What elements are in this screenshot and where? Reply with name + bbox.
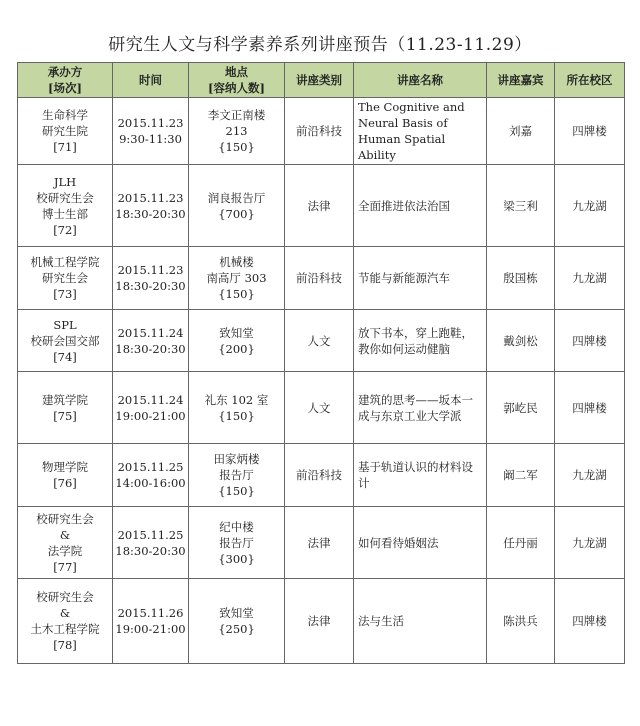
cell-category: 人文 (285, 372, 354, 444)
table-row (18, 579, 625, 664)
cell-campus: 四牌楼 (555, 310, 625, 372)
place-line: {200} (218, 341, 255, 356)
cell-name: 全面推进依法治国 (354, 165, 487, 247)
cell-place (189, 165, 285, 247)
cell-time (113, 507, 189, 579)
host-line: 研究生院 (42, 124, 88, 138)
cell-campus: 四牌楼 (555, 579, 625, 664)
time-line: 18:30-20:30 (115, 279, 186, 293)
cell-place (189, 372, 285, 444)
place-line: 213 (225, 124, 248, 138)
cell-name: 建筑的思考——坂本一成与东京工业大学派 (354, 372, 487, 444)
header-line: [容纳人数] (208, 81, 265, 95)
cell-campus: 四牌楼 (555, 98, 625, 165)
cell-campus: 九龙湖 (555, 444, 625, 507)
cell-place (189, 579, 285, 664)
cell-campus: 九龙湖 (555, 247, 625, 310)
table-row (18, 372, 625, 444)
cell-category: 前沿科技 (285, 444, 354, 507)
place-line: {250} (218, 622, 255, 636)
cell-host (18, 165, 113, 247)
place-line: 润良报告厅 (207, 190, 266, 205)
header-place (189, 63, 285, 98)
cell-time (113, 579, 189, 664)
place-line: 致知堂 (219, 325, 254, 340)
header-line: [场次] (48, 81, 82, 95)
cell-host (18, 579, 113, 664)
header-line: 所在校区 (566, 73, 613, 87)
host-line: [77] (53, 559, 77, 574)
cell-speaker: 刘嘉 (487, 98, 555, 165)
host-line: 校研会国交部 (30, 333, 100, 348)
cell-place (189, 98, 285, 165)
cell-category: 前沿科技 (285, 98, 354, 165)
cell-time (113, 247, 189, 310)
header-campus (555, 63, 625, 98)
cell-time (113, 165, 189, 247)
cell-campus: 九龙湖 (555, 165, 625, 247)
place-line: {700} (218, 206, 255, 221)
cell-host (18, 372, 113, 444)
time-line: 19:00-21:00 (115, 622, 186, 636)
host-line: [71] (53, 140, 77, 154)
cell-speaker: 梁三利 (487, 165, 555, 247)
time-line: 18:30-20:30 (115, 543, 186, 558)
cell-speaker: 陈洪兵 (487, 579, 555, 664)
table-row (18, 98, 625, 165)
time-line: 2015.11.25 (117, 527, 184, 542)
cell-host (18, 444, 113, 507)
cell-host (18, 247, 113, 310)
table-row (18, 247, 625, 310)
cell-category: 人文 (285, 310, 354, 372)
time-line: 2015.11.23 (117, 116, 184, 130)
table-row (18, 165, 625, 247)
place-line: {300} (218, 551, 255, 566)
table-row (18, 507, 625, 579)
time-line: 2015.11.25 (117, 460, 184, 474)
place-line: 礼东 102 室 (204, 392, 269, 407)
page-title: 研究生人文与科学素养系列讲座预告（11.23-11.29） (108, 35, 532, 55)
time-line: 2015.11.23 (117, 190, 184, 205)
header-line: 承办方 (47, 65, 83, 79)
time-line: 9:30-11:30 (119, 132, 182, 146)
cell-name: The Cognitive and Neural Basis of Human Spatial Ability (354, 98, 487, 165)
cell-time (113, 372, 189, 444)
cell-campus: 四牌楼 (555, 372, 625, 444)
cell-category: 法律 (285, 579, 354, 664)
cell-place (189, 247, 285, 310)
header-name (354, 63, 487, 98)
cell-campus: 九龙湖 (555, 507, 625, 579)
host-line: [73] (53, 287, 77, 301)
host-line: [76] (53, 476, 77, 490)
time-line: 2015.11.23 (117, 263, 184, 277)
place-line: 报告厅 (219, 535, 254, 550)
cell-time (113, 444, 189, 507)
place-line: 李文正南楼 (207, 108, 266, 122)
time-line: 18:30-20:30 (115, 206, 186, 221)
cell-speaker: 阚二军 (487, 444, 555, 507)
header-line: 讲座嘉宾 (497, 73, 544, 87)
place-line: {150} (218, 287, 255, 301)
cell-name: 节能与新能源汽车 (354, 247, 487, 310)
cell-name: 基于轨道认识的材料设计 (354, 444, 487, 507)
time-line: 2015.11.24 (117, 325, 184, 340)
place-line: 报告厅 (219, 468, 254, 482)
place-line: {150} (218, 484, 255, 498)
cell-host (18, 310, 113, 372)
place-line: 南高厅 303 (206, 271, 267, 285)
time-line: 19:00-21:00 (115, 408, 186, 423)
cell-host (18, 98, 113, 165)
host-line: 土木工程学院 (30, 622, 100, 636)
cell-speaker: 郭屹民 (487, 372, 555, 444)
table-row (18, 310, 625, 372)
header-speaker (487, 63, 555, 98)
host-line: 校研究生会 (36, 511, 94, 526)
host-line: 生命科学 (42, 108, 88, 122)
place-line: 纪中楼 (219, 519, 254, 534)
header-row (18, 63, 625, 98)
cell-host (18, 507, 113, 579)
header-time (113, 63, 189, 98)
host-line: [74] (53, 349, 77, 364)
time-line: 2015.11.24 (117, 392, 184, 407)
cell-name: 法与生活 (354, 579, 487, 664)
place-line: {150} (218, 408, 255, 423)
header-host (18, 63, 113, 98)
cell-category: 法律 (285, 507, 354, 579)
host-line: 校研究生会 (36, 590, 94, 604)
time-line: 2015.11.26 (117, 606, 184, 620)
place-line: 致知堂 (219, 606, 254, 620)
cell-time (113, 310, 189, 372)
host-line: 博士生部 (42, 206, 88, 221)
cell-name: 如何看待婚姻法 (354, 507, 487, 579)
host-line: 机械工程学院 (30, 255, 100, 269)
cell-time (113, 98, 189, 165)
cell-place (189, 444, 285, 507)
host-line: [72] (53, 222, 77, 237)
table-row (18, 444, 625, 507)
header-line: 讲座类别 (296, 73, 342, 87)
cell-speaker: 戴剑松 (487, 310, 555, 372)
cell-category: 前沿科技 (285, 247, 354, 310)
host-line: & (59, 527, 71, 542)
cell-speaker: 任丹丽 (487, 507, 555, 579)
time-line: 18:30-20:30 (115, 341, 186, 356)
place-line: 机械楼 (219, 255, 254, 269)
host-line: [78] (53, 638, 77, 652)
host-line: [75] (53, 408, 77, 423)
host-line: 研究生会 (42, 271, 88, 285)
time-line: 14:00-16:00 (115, 476, 186, 490)
place-line: {150} (218, 140, 255, 154)
lecture-table (17, 62, 625, 664)
cell-place (189, 310, 285, 372)
header-line: 地点 (225, 65, 248, 79)
host-line: 校研究生会 (36, 190, 94, 205)
cell-name: 放下书本，穿上跑鞋，教你如何运动健脑 (354, 310, 487, 372)
header-category (285, 63, 354, 98)
host-line: 建筑学院 (42, 392, 88, 407)
host-line: 法学院 (47, 543, 83, 558)
place-line: 田家炳楼 (213, 452, 260, 466)
host-line: JLH (53, 174, 77, 189)
host-line: & (59, 606, 71, 620)
host-line: 物理学院 (42, 460, 88, 474)
host-line: SPL (53, 317, 77, 332)
cell-place (189, 507, 285, 579)
cell-category: 法律 (285, 165, 354, 247)
header-line: 讲座名称 (397, 73, 443, 87)
cell-speaker: 殷国栋 (487, 247, 555, 310)
header-line: 时间 (139, 73, 162, 87)
